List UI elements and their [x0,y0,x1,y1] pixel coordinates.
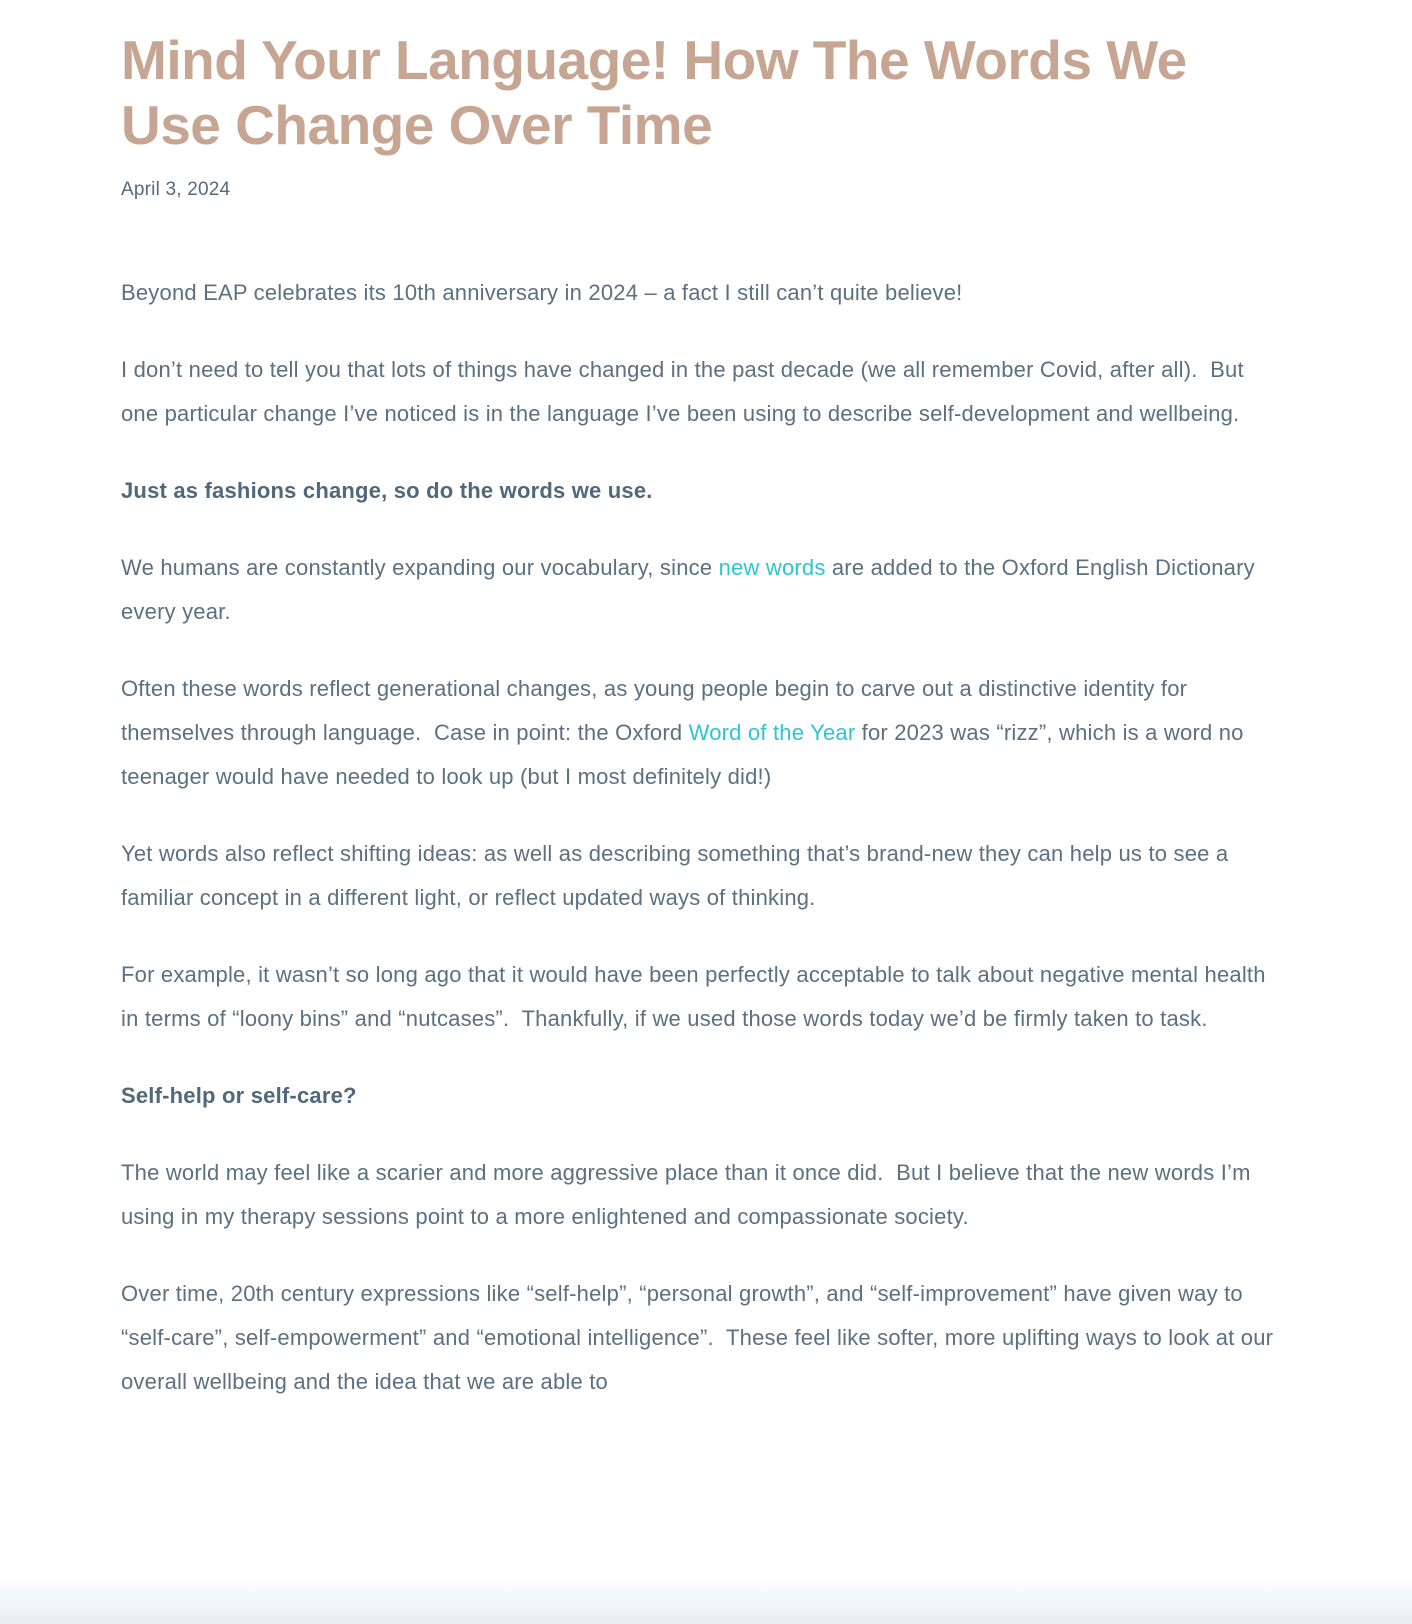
text-run: The world may feel like a scarier and more aggressive place than it once did. But I believe that the new words I’m using in my therapy sessions point to a more enlightened and compassionate society. [121,1159,1251,1229]
article [121,0,1281,1404]
text-run: Just as fashions change, so do the words we use. [121,477,653,503]
text-run: Over time, 20th century expressions like “self-help”, “personal growth”, and “self-improvement” have given way to “self-care”, self-empowerment” and “emotional intelligence”. These feel like softer, more uplifting ways to look at our overall wellbeing and the idea that we are able to [121,1280,1274,1394]
inline-link[interactable]: new words [718,554,826,580]
text-run: We humans are constantly expanding our vocabulary, since [121,554,719,580]
text-run: Often these words reflect generational changes, as young people begin to carve out a distinctive identity for themselves through language. Case in point: the Oxford [121,675,1188,745]
text-run: For example, it wasn’t so long ago that it would have been perfectly acceptable to talk about negative mental health in terms of “loony bins” and “nutcases”. Thankfully, if we used those words today we’d be firmly taken to task. [121,961,1266,1031]
text-run: Beyond EAP celebrates its 10th anniversary in 2024 – a fact I still can’t quite believe! [121,279,963,305]
text-run: for 2023 was “rizz”, which is a word no teenager would have needed to look up (but I most definitely did!) [121,719,1244,789]
text-run: Yet words also reflect shifting ideas: as well as describing something that’s brand-new they can help us to see a familiar concept in a different light, or reflect updated ways of thinking. [121,840,1229,910]
post-date: April 3, 2024 [121,178,231,200]
paragraph [121,348,1281,436]
bottom-fade [0,1578,1412,1624]
inline-link[interactable]: Word of the Year [688,719,856,745]
text-run: Self-help or self-care? [121,1082,357,1108]
section-heading [121,469,1281,513]
paragraph [121,1151,1281,1239]
paragraph [121,832,1281,920]
paragraph [121,271,1281,315]
paragraph [121,1272,1281,1404]
paragraph [121,667,1281,799]
text-run: are added to the Oxford English Dictionary every year. [121,554,1255,624]
text-run: I don’t need to tell you that lots of things have changed in the past decade (we all remember Covid, after all). But one particular change I’ve noticed is in the language I’ve been using to describe self-development and wellbeing. [121,356,1244,426]
page-title: Mind Your Language! How The Words We Use Change Over Time [121,29,1187,157]
section-heading [121,1074,1281,1118]
paragraph [121,953,1281,1041]
paragraph [121,546,1281,634]
article-body [121,271,1281,1404]
